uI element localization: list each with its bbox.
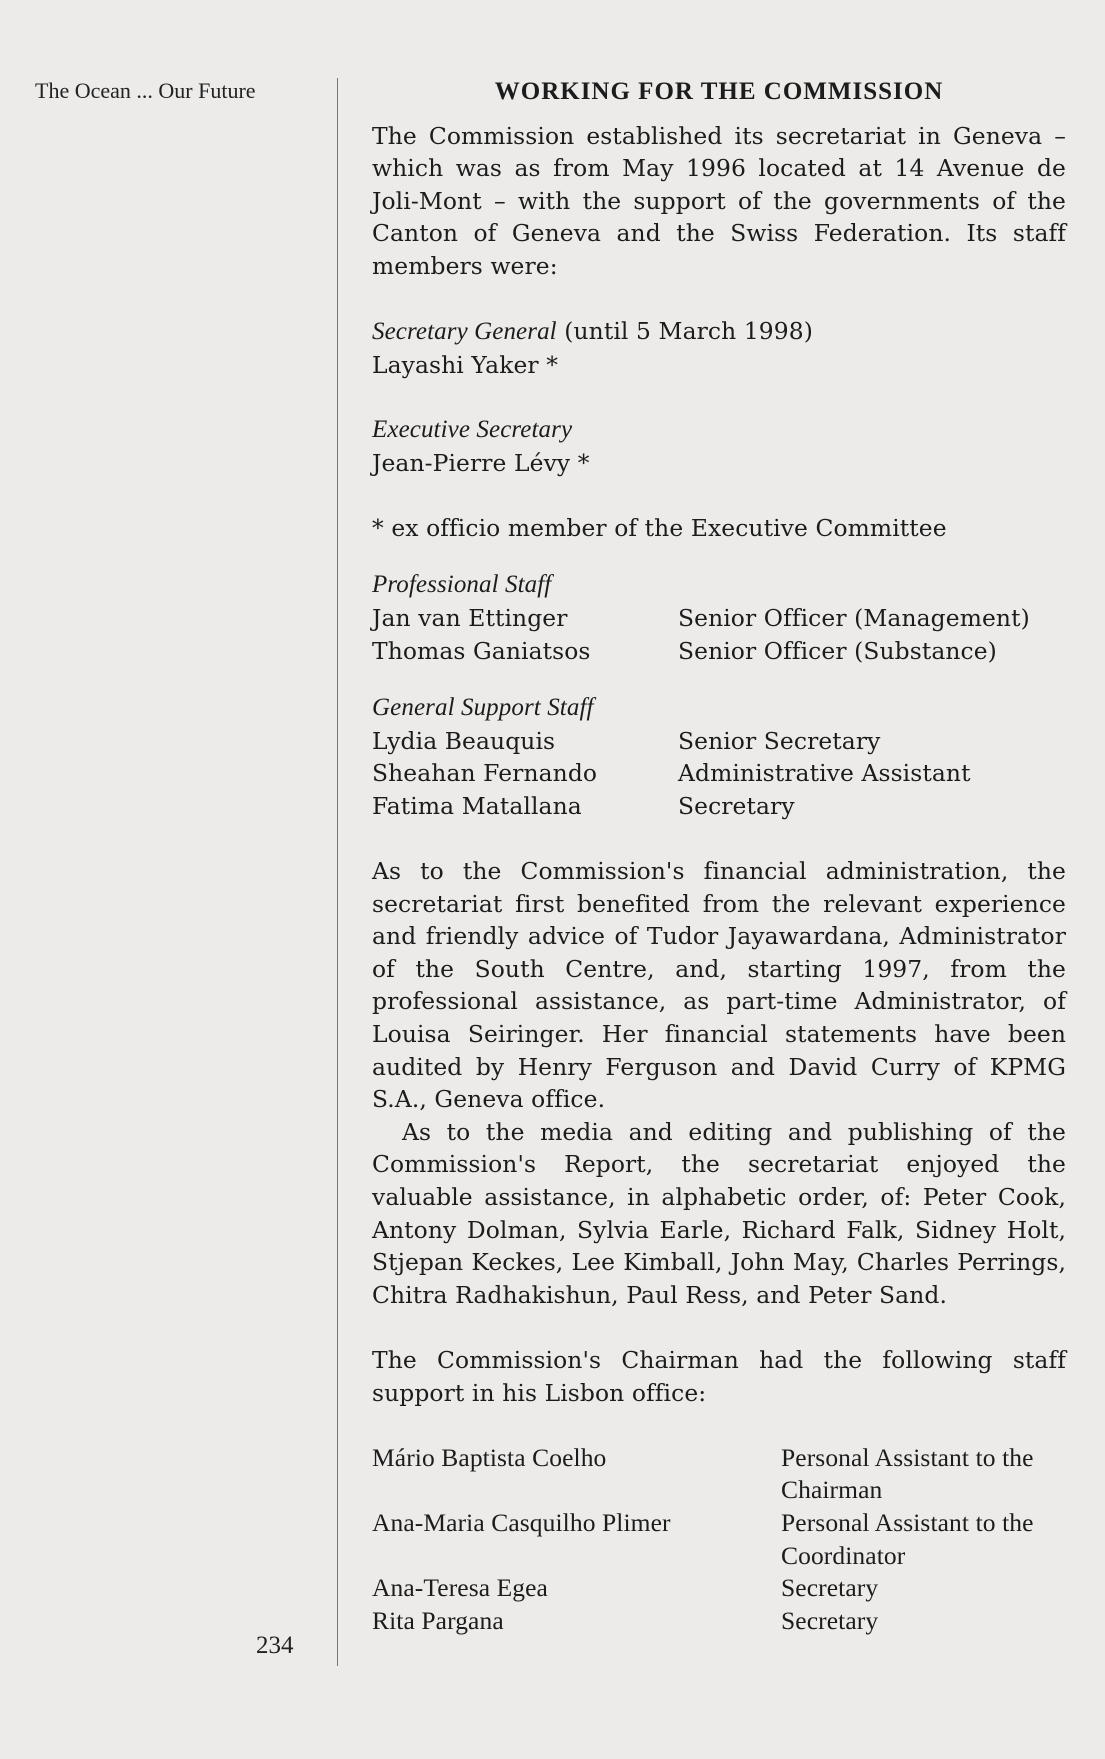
secretary-general-line	[372, 315, 1066, 349]
intro-paragraph: The Commission established its secretariat in Geneva – which was as from May 1996 located at 14 Avenue de Joli-Mont – with the support of the governments of the Canton of Geneva and the Swiss Federation. Its staff members were:	[372, 121, 1066, 280]
staff-name: Ana-Maria Casquilho Plimer	[372, 1507, 671, 1537]
lisbon-paragraph: The Commission's Chairman had the following staff support in his Lisbon office:	[372, 1345, 1066, 1407]
staff-name: Mário Baptista Coelho	[372, 1442, 607, 1472]
staff-name: Ana-Teresa Egea	[372, 1573, 548, 1603]
staff-name: Sheahan Fernando	[372, 759, 598, 788]
staff-row	[372, 635, 1066, 668]
financial-paragraph: As to the Commission's financial administration, the secretariat first benefited from the relevant experience and friendly advice of Tudor Jayawardana, Administrator of the South Centre, and, starting 1997, from the professional assistance, as part-time Administrator, of Louisa Seiringer. Her financial statements have been audited by Henry Ferguson and David Curry of KPMG S.A., Geneva office.	[372, 857, 1066, 1114]
professional-staff-heading: Professional Staff	[372, 571, 552, 599]
lisbon-staff-row	[372, 1507, 1066, 1572]
executive-secretary-name: Jean-Pierre Lévy *	[372, 448, 590, 477]
main-text	[372, 76, 1066, 1637]
staff-name: Thomas Ganiatsos	[372, 636, 591, 665]
secretary-general-name: Layashi Yaker *	[372, 350, 559, 379]
staff-role: Personal Assistant to the Chairman	[781, 1442, 1034, 1505]
staff-role: Senior Secretary	[678, 726, 881, 755]
lisbon-staff-row	[372, 1605, 1066, 1638]
footnote: * ex officio member of the Executive Committee	[372, 513, 947, 542]
lisbon-staff-row	[372, 1572, 1066, 1605]
running-head: The Ocean ... Our Future	[35, 78, 256, 103]
staff-name: Fatima Matallana	[372, 791, 582, 820]
staff-row	[372, 757, 1066, 790]
secretary-general-note: (until 5 March 1998)	[564, 317, 813, 346]
staff-role: Personal Assistant to the Coordinator	[781, 1507, 1034, 1570]
staff-name: Rita Pargana	[372, 1605, 504, 1635]
staff-role: Secretary	[781, 1573, 879, 1603]
staff-role: Senior Officer (Management)	[678, 603, 1030, 632]
media-paragraph: As to the media and editing and publishing of the Commission's Report, the secretariat enjoyed the valuable assistance, in alphabetic order, of: Peter Cook, Antony Dolman, Sylvia Earle, Richard Falk, Sidney Holt, Stjepan Keckes, Lee Kimball, John May, Charles Perrings, Chitra Radhakishun, Paul Ress, and Peter Sand.	[372, 1117, 1066, 1309]
general-support-staff-heading: General Support Staff	[372, 694, 594, 722]
staff-row	[372, 790, 1066, 823]
staff-name: Lydia Beauquis	[372, 726, 556, 755]
section-title: WORKING FOR THE COMMISSION	[494, 78, 944, 105]
staff-role: Secretary	[781, 1605, 879, 1635]
staff-row	[372, 602, 1066, 635]
staff-row	[372, 725, 1066, 758]
lisbon-staff-row	[372, 1442, 1066, 1507]
secretary-general-title: Secretary General	[372, 318, 557, 346]
staff-name: Jan van Ettinger	[372, 603, 568, 632]
executive-secretary-title: Executive Secretary	[372, 415, 573, 443]
column-divider	[337, 78, 338, 1666]
staff-role: Senior Officer (Substance)	[678, 636, 997, 665]
staff-role: Administrative Assistant	[678, 759, 971, 788]
page-number: 234	[256, 1632, 294, 1659]
staff-role: Secretary	[678, 791, 795, 820]
